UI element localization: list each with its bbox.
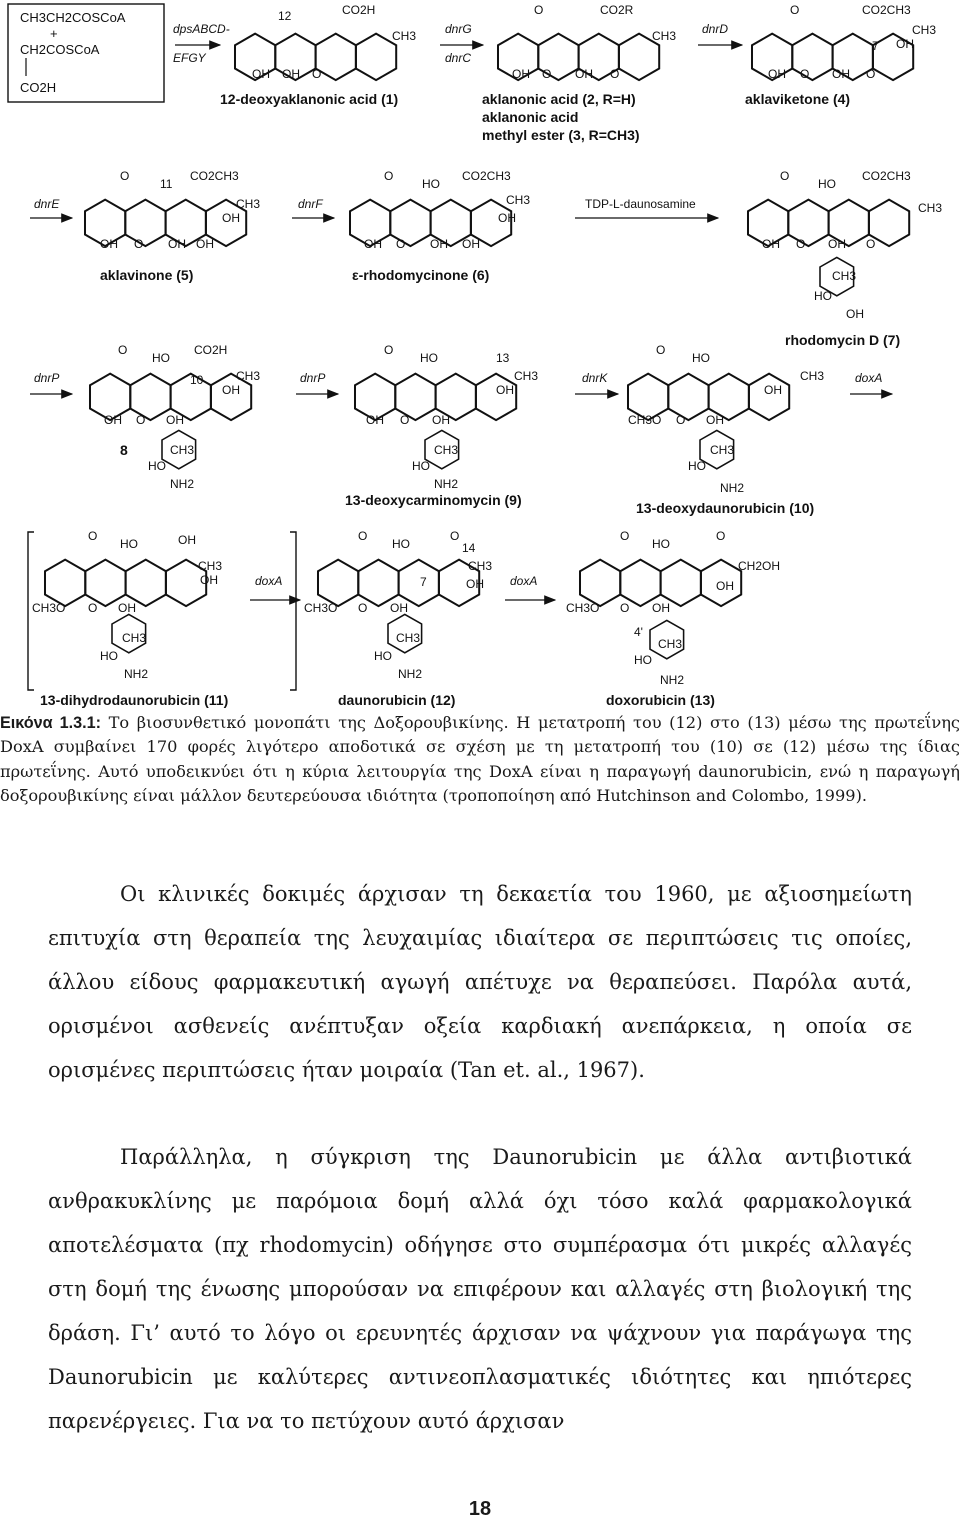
atom-label: O [620,529,630,543]
arrow-doxA-3 [505,574,555,600]
atom-label: 7 [420,575,427,589]
atom-label: CH2OH [738,559,781,573]
atom-label: CH3 [832,269,857,283]
atom-label: OH [498,211,516,225]
arrow-tdp-daunosamine [575,197,718,218]
atom-label: OH [222,211,240,225]
atom-label: CH3 [912,23,937,37]
atom-label: OH [706,413,724,427]
atom-label: OH [178,533,196,547]
box-line-3: CH2COSCoA [20,42,100,57]
atom-label: 10 [190,373,204,387]
page-number: 18 [468,1498,492,1520]
atom-label: HO [374,649,392,663]
compound-6-label: ε-rhodomycinone (6) [352,267,490,283]
atom-label: 7 [872,39,879,53]
atom-label: OH [575,67,593,81]
atom-label: 12 [278,9,292,23]
atom-label: CH3 [392,29,417,43]
atom-label: OH [166,413,184,427]
compound-3-label-a: aklanonic acid [482,109,579,125]
atom-label: NH2 [434,477,459,491]
atom-label: CH3 [514,369,539,383]
compound-4-label: aklaviketone (4) [745,91,851,107]
compound-12-label: daunorubicin (12) [338,692,456,708]
arrow-dnrG-dnrC [440,22,483,65]
atom-label: O [312,67,322,81]
atom-label: O [384,169,394,183]
atom-label: NH2 [720,481,745,495]
enzyme-dnrF: dnrF [298,197,323,211]
atom-label: NH2 [398,667,423,681]
enzyme-dnrD: dnrD [702,22,729,36]
atom-label: HO [818,177,836,191]
atom-label: HO [814,289,832,303]
atom-label: CH3 [652,29,677,43]
atom-label: OH [118,601,136,615]
atom-label: OH [466,577,484,591]
compound-8-label: 8 [120,442,128,458]
atom-label: OH [462,237,480,251]
enzyme-doxA: doxA [855,371,883,385]
atom-label: OH [104,413,122,427]
compound-2-label: aklanonic acid (2, R=H) [482,91,636,107]
atom-label: OH [512,67,530,81]
atom-label: CO2CH3 [862,3,911,17]
atom-label: O [866,67,876,81]
compound-12-structure [318,560,479,607]
atom-label: HO [420,351,438,365]
atom-label: OH [432,413,450,427]
atom-label: HO [634,653,652,667]
atom-label: OH [222,383,240,397]
box-line-4: CO2H [20,80,57,95]
atom-label: OH [762,237,780,251]
atom-label: HO [688,459,706,473]
enzyme-doxA: doxA [510,574,538,588]
arrow-dnrF [292,197,334,218]
atom-label: O [866,237,876,251]
atom-label: CH3 [434,443,459,457]
atom-label: OH [366,413,384,427]
atom-label: O [384,343,394,357]
atom-label: O [400,413,410,427]
atom-label: OH [100,237,118,251]
arrow-dnrD [698,22,742,45]
atom-label: NH2 [170,477,195,491]
arrow-dnrP-2 [296,371,338,394]
enzyme-dnrC: dnrC [445,51,472,65]
compound-13-label: doxorubicin (13) [606,692,715,708]
atom-label: 4' [634,625,643,639]
arrow-dnrK [575,371,618,394]
atom-label: NH2 [660,673,685,687]
atom-label: CH3O [32,601,66,615]
arrow-doxA-2 [250,574,300,600]
atom-label: O [118,343,128,357]
atom-label: O [676,413,686,427]
enzyme-dnrE: dnrE [34,197,60,211]
atom-label: O [620,601,630,615]
atom-label: CH3O [628,413,662,427]
atom-label: CH3 [396,631,421,645]
atom-label: CH3 [170,443,195,457]
bracket-compound-11 [28,532,296,690]
atom-label: CH3 [468,559,493,573]
compound-7-label: rhodomycin D (7) [785,332,901,348]
atom-label: O [358,601,368,615]
atom-label: 14 [462,541,476,555]
atom-label: O [358,529,368,543]
atom-label: OH [764,383,782,397]
atom-label: CO2CH3 [462,169,511,183]
compound-9-label: 13-deoxycarminomycin (9) [345,492,522,508]
arrow-dps [173,22,230,65]
atom-label: OH [390,601,408,615]
biosynthesis-scheme [0,0,960,712]
atom-label: O [396,237,406,251]
compound-3-label-b: methyl ester (3, R=CH3) [482,127,640,143]
enzyme-dnrP: dnrP [34,371,60,385]
atom-label: CH3O [304,601,338,615]
atom-label: CH3 [198,559,223,573]
arrow-doxA-1 [850,371,892,394]
atom-label: O [120,169,130,183]
atom-label: CH3 [236,197,261,211]
atom-label: HO [120,537,138,551]
atom-label: OH [252,67,270,81]
atom-label: 13 [496,351,510,365]
atom-label: O [796,237,806,251]
atom-label: CH3 [800,369,825,383]
atom-label: OH [200,573,218,587]
atom-label: HO [152,351,170,365]
atom-label: CH3O [566,601,600,615]
starting-materials-box [8,4,164,102]
body-paragraph-2: Παράλληλα, η σύγκριση της Daunorubicin με άλλα αντιβιοτικά ανθρακυκλίνης με παρόμοια δομή αλλά όχι τόσο καλά φαρμακολογικά αποτελέσματα (πχ rhodomycin) οδήγησε στο συμπέρασμα ότι μικρές αλλαγές στη δομή της ένωσης μπορούσαν να επιφέρουν και αλλαγές στη βιολογική της δράση. Γι’ αυτό το λόγο οι ερευνητές άρχισαν να ψάχνουν για παράγωγα της Daunorubicin με καλύτερες αντινεοπλασματικές ιδιότητες και ηπιότερες παρενέργειες. Για να το πετύχουν αυτό άρχισαν [48,1145,912,1433]
atom-label: O [136,413,146,427]
enzyme-dps-1: dpsABCD- [173,22,230,36]
atom-label: CH3 [710,443,735,457]
enzyme-dnrK: dnrK [582,371,608,385]
atom-label: CH3 [658,637,683,651]
atom-label: OH [196,237,214,251]
figure-caption [0,711,960,809]
enzyme-dnrP: dnrP [300,371,326,385]
atom-label: HO [412,459,430,473]
box-line-2: + [50,26,58,41]
atom-label: OH [846,307,864,321]
arrow-dnrP-1 [30,371,72,394]
enzyme-dnrG: dnrG [445,22,472,36]
box-line-1: CH3CH2COSCoA [20,10,126,25]
atom-label: O [800,67,810,81]
compound-11-structure [45,560,206,607]
atom-label: OH [716,579,734,593]
atom-label: OH [652,601,670,615]
arrow-dnrE [30,197,72,218]
atom-label: OH [832,67,850,81]
atom-label: OH [282,67,300,81]
atom-label: CO2H [342,3,376,17]
atom-label: O [542,67,552,81]
atom-label: CH3 [918,201,943,215]
atom-label: OH [768,67,786,81]
atom-label: CH3 [506,193,531,207]
atom-label: HO [100,649,118,663]
enzyme-dps-2: EFGY [173,51,206,65]
atom-label: HO [652,537,670,551]
body-paragraph-1: Οι κλινικές δοκιμές άρχισαν τη δεκαετία του 1960, με αξιοσημείωτη επιτυχία στη θεραπεία της λευχαιμίας ιδιαίτερα σε περιπτώσεις τις οποίες, άλλου είδους φαρμακευτική αγωγή απέτυχε να θεραπεύσει. Παρόλα αυτά, ορισμένοι ασθενείς ανέπτυξαν οξεία καρδιακή ανεπάρκεια, η οποία σε ορισμένες περιπτώσεις ήταν μοιραία (Tan et. al., 1967). [48,882,912,1082]
atom-label: O [534,3,544,17]
compound-1-label: 12-deoxyaklanonic acid (1) [220,91,399,107]
atom-label: 11 [160,177,173,191]
atom-label: HO [148,459,166,473]
atom-label: OH [168,237,186,251]
atom-label: O [450,529,460,543]
atom-label: OH [896,37,914,51]
atom-label: O [716,529,726,543]
atom-label: OH [496,383,514,397]
atom-label: NH2 [124,667,149,681]
atom-label: CO2H [194,343,228,357]
compound-11-label: 13-dihydrodaunorubicin (11) [40,692,229,708]
atom-label: O [88,529,98,543]
atom-label: OH [828,237,846,251]
atom-label: CH3 [122,631,147,645]
reagent-tdp-daunosamine: TDP-L-daunosamine [585,197,696,211]
atom-label: O [780,169,790,183]
atom-label: O [790,3,800,17]
atom-label: O [88,601,98,615]
atom-label: CO2R [600,3,634,17]
atom-label: HO [692,351,710,365]
atom-label: O [134,237,144,251]
atom-label: HO [392,537,410,551]
atom-label: O [656,343,666,357]
enzyme-doxA: doxA [255,574,283,588]
atom-label: OH [430,237,448,251]
atom-label: OH [364,237,382,251]
atom-label: CO2CH3 [190,169,239,183]
atom-label: CH3 [236,369,261,383]
compound-10-label: 13-deoxydaunorubicin (10) [636,500,815,516]
atom-label: CO2CH3 [862,169,911,183]
compound-5-label: aklavinone (5) [100,267,194,283]
atom-label: HO [422,177,440,191]
caption-text: Το βιοσυνθετικό μονοπάτι της Δοξορουβικίνης. Η μετατροπή του (12) στο (13) μέσω της πρωτεΐνης DoxA συμβαίνει 170 φορές λιγότερο αποδοτικά σε σχέση με τη μετατροπή του (10) σε (12) μέσω της ίδιας πρωτεΐνης. Αυτό υποδεικνύει ότι η κύρια λειτουργία της DoxA είναι η παραγωγή daunorubicin, ενώ η παραγωγή δοξορουβικίνης είναι μάλλον δευτερεύουσα ιδιότητα (τροποποίηση από Hutchinson and Colombo, 1999). [0,713,960,806]
caption-label: Εικόνα 1.3.1: [0,714,101,732]
atom-label: O [610,67,620,81]
